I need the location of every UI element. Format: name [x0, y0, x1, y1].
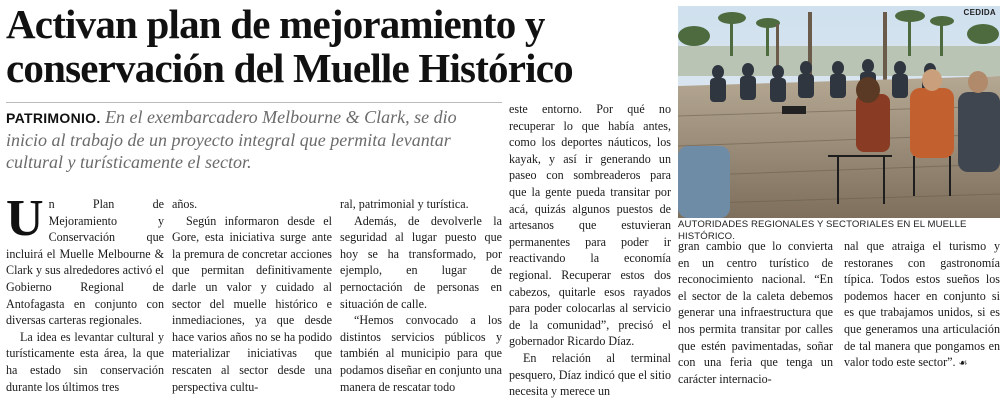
body-paragraph: ral, patrimonial y turística. [340, 197, 469, 211]
lead-paragraph [6, 106, 498, 173]
body-paragraph: “Hemos convocado a los distintos servicios públicos y también al municipio para que podamos diseñar en conjunto una manera de rescatar todo [340, 313, 502, 394]
section-kicker: PATRIMONIO. [6, 110, 101, 126]
body-paragraph [6, 190, 164, 329]
body-paragraph: gran cambio que lo convierta en un centro turístico de reconocimiento nacional. “En el sector de la caleta debemos generar una infraestructura que nos permita transitar por calles que estén pavimentadas, soñar con una feria que tenga un carácter internacio- [678, 239, 833, 386]
body-paragraph: Según informaron desde el Gore, esta iniciativa surge ante la premura de concretar acciones que permitan definitivamente darle un valor y cuidado al sector del muelle histórico e inmediaciones, ya que desde hace varios años no se ha podido materializar iniciativas que rescaten al sector desde una perspectiva cultu- [172, 213, 332, 394]
end-mark-icon: ☙ [958, 358, 968, 370]
body-paragraph: años. [172, 197, 198, 211]
dropcap: U [6, 190, 44, 247]
lead-text: En el exembarcadero Melbourne & Clark, se dio inicio al trabajo de un proyecto integral que permita levantar cultural y turísticamente el sector. [6, 107, 457, 172]
body-column-5 [678, 238, 833, 387]
headline: Activan plan de mejoramiento y conservación del Muelle Histórico [6, 1, 573, 91]
photo-credit: CEDIDA [963, 8, 996, 17]
body-column-4 [509, 101, 671, 400]
body-paragraph: Además, de devolverle la seguridad al lugar puesto que hoy se ha transformado, por ejemplo, en lugar de pernoctación de personas en situación de calle. [340, 213, 502, 311]
body-paragraph: En relación al terminal pesquero, Díaz indicó que el sitio necesita y merece un [509, 350, 671, 399]
body-column-6 [844, 238, 1000, 373]
photo-caption: AUTORIDADES REGIONALES Y SECTORIALES EN EL MUELLE HISTÓRICO. [678, 219, 967, 242]
body-text: n Plan de Mejoramiento y Conservación que incluirá el Muelle Melbourne & Clark y sus alrededores activó el Gobierno Regional de Antofagasta en conjunto con diversas carteras regionales. [6, 197, 164, 328]
body-column-3 [340, 196, 502, 395]
body-text: nal que atraiga el turismo y restoranes con gastronomía típica. Todos estos sueños los podemos hacer en conjunto si es que trabajamos unidos, si es que generamos una articulación de tal manera que pongamos en valor todo este sector”. [844, 239, 1000, 370]
lead-divider [6, 102, 502, 103]
body-paragraph: este entorno. Por qué no recuperar lo que había antes, como los deportes náuticos, los kayak, y así ir generando un paseo con sombreaderos para que la gente pueda transitar por acá, quizás algunos puestos de artesanos que estuvieran permanentes para poder ir reactivando la economía regional. Recuperar estos dos cabezos, quitarle esos rayados para poder colocarlas al servicio de la comunidad”, precisó el gobernador Ricardo Díaz. [509, 102, 671, 349]
body-column-2 [172, 196, 332, 395]
photo-illustration [678, 6, 1000, 218]
body-column-1 [6, 190, 164, 395]
body-paragraph [844, 238, 1000, 373]
body-paragraph: La idea es levantar cultural y turísticamente esta área, la que ha estado sin conservación durante los últimos tres [6, 329, 164, 394]
article-photo [678, 6, 1000, 218]
